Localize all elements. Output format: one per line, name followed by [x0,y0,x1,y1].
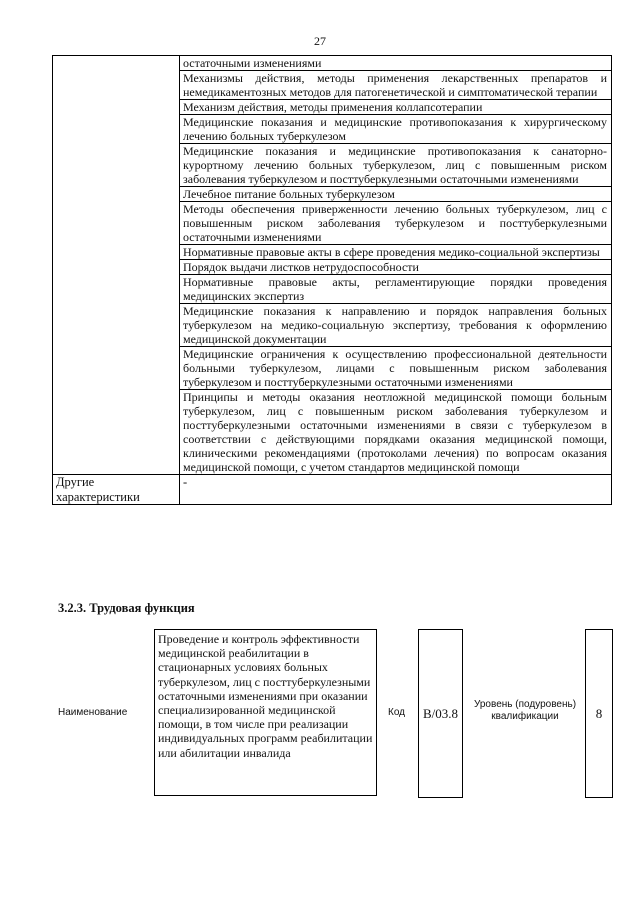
table-left-column [53,56,180,475]
requirements-table [52,55,612,505]
table-row: Методы обеспечения приверженности лечению больных туберкулезом, лиц с повышенным риском заболевания туберкулезом и посттуберкулезными остаточными изменениями [180,202,612,245]
table-row: остаточными изменениями [180,56,612,71]
table-row: Медицинские показания к направлению и порядок направления больных туберкулезом на медико-социальную экспертизу, требования к оформлению медицинской документации [180,304,612,347]
other-characteristics-value: - [180,475,612,505]
code-value-box [418,629,463,798]
qualification-level-value: 8 [595,705,603,721]
table-row: Медицинские показания и медицинские противопоказания к хирургическому лечению больных туберкулезом [180,115,612,144]
table-row: Порядок выдачи листков нетрудоспособности [180,260,612,275]
table-row: Медицинские показания и медицинские противопоказания к санаторно-курортному лечению больных туберкулезом, лиц с повышенным риском заболевания туберкулезом и посттуберкулезными остаточными изменениями [180,144,612,187]
section-title: 3.2.3. Трудовая функция [58,601,195,615]
code-label: Код [388,707,406,718]
qualification-level-box [585,629,613,798]
table-row: Нормативные правовые акты в сфере проведения медико-социальной экспертизы [180,245,612,260]
table-row: Механизмы действия, методы применения лекарственных препаратов и немедикаментозных методов для патогенетической и симптоматической терапии [180,71,612,100]
table-row: Медицинские ограничения к осуществлению профессиональной деятельности больными туберкулезом, лицами с повышенным риском заболевания туберкулезом и посттуберкулезными остаточными изменениями [180,347,612,390]
page-number: 27 [314,34,326,48]
qualification-level-label: Уровень (подуровень) квалификации [473,699,577,722]
table-row: Нормативные правовые акты, регламентирующие порядки проведения медицинских экспертиз [180,275,612,304]
table-row: Механизм действия, методы применения коллапсотерапии [180,100,612,115]
code-value: B/03.8 [422,705,459,721]
table-row: Принципы и методы оказания неотложной медицинской помощи больным туберкулезом, лиц с повышенным риском заболевания туберкулезом и посттуберкулезными остаточными изменениями в связи с туберкулезом в соответствии с действующими порядками оказания медицинской помощи, клиническими рекомендациями (протоколами лечения) по вопросам оказания медицинской помощи, с учетом стандартов медицинской помощи [180,390,612,475]
other-characteristics-label: Другие характеристики [53,475,180,505]
table-row: Лечебное питание больных туберкулезом [180,187,612,202]
name-value-box: Проведение и контроль эффективности медицинской реабилитации в стационарных условиях больных туберкулезом, лиц с посттуберкулезными остаточными изменениями при оказании специализированной медицинской помощи, в том числе при реализации индивидуальных программ реабилитации или абилитации инвалида [154,629,377,796]
name-label: Наименование [58,707,128,718]
